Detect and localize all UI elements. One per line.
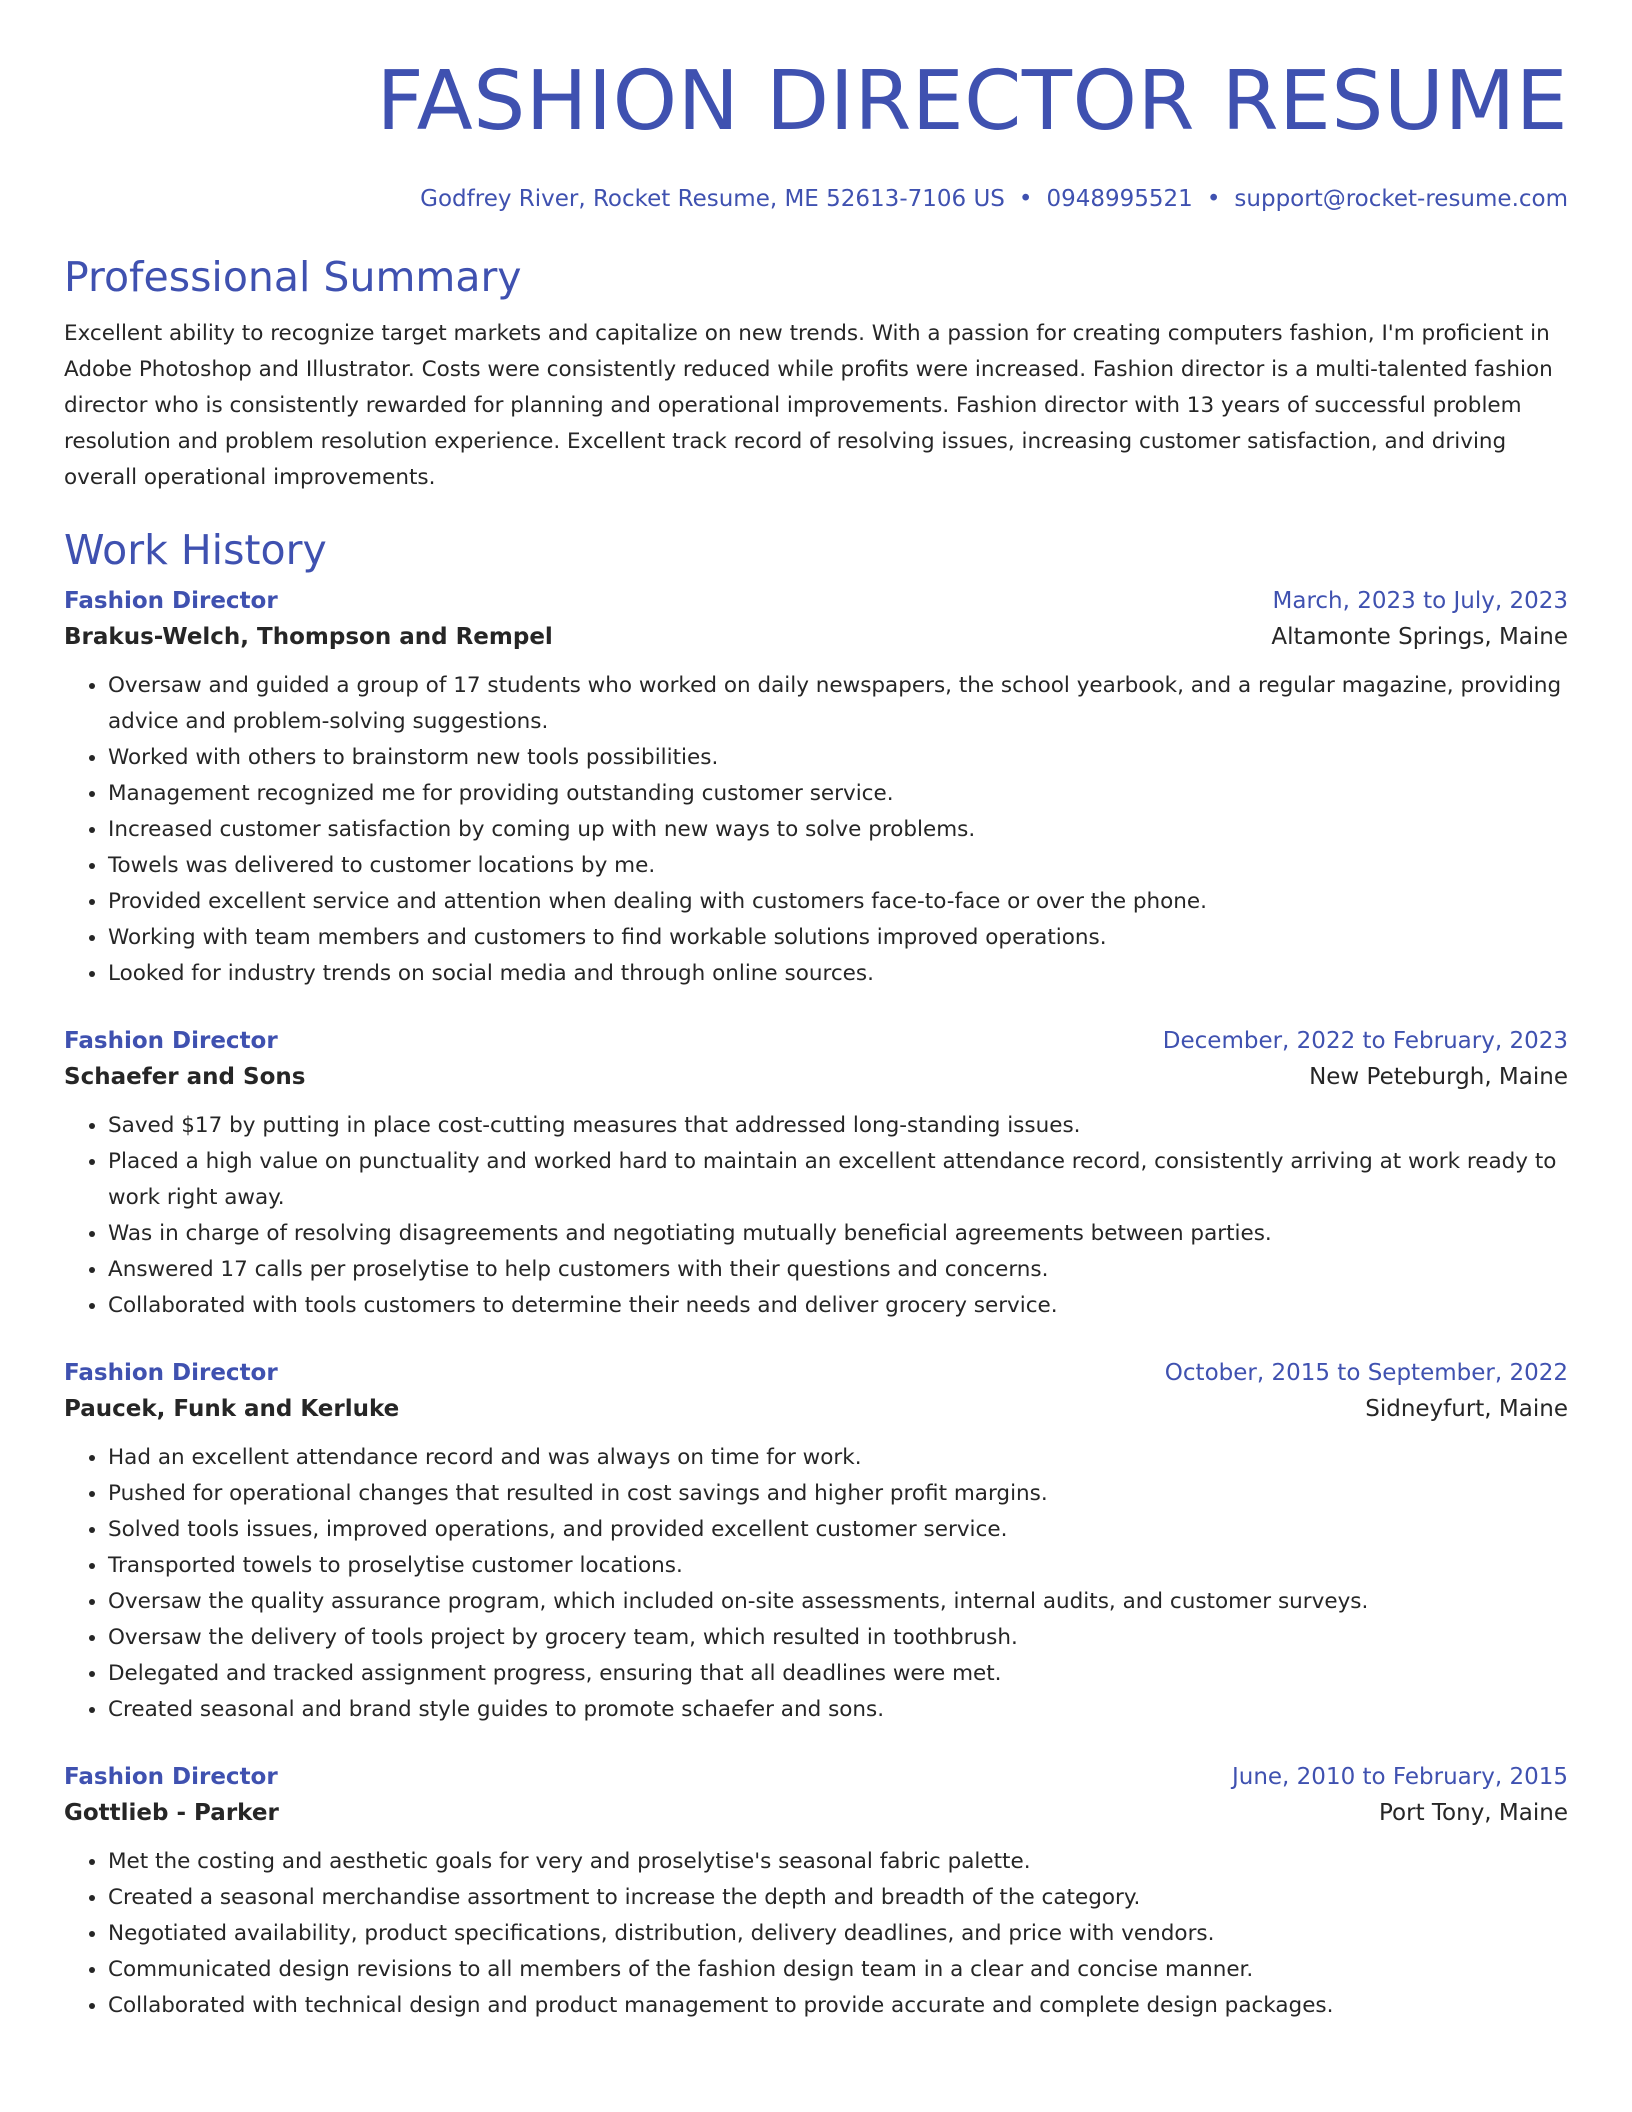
- job-title: Fashion Director: [64, 588, 278, 614]
- job-bullet: • Negotiated availability, product specifications, distribution, delivery deadlines, and price with vendors.: [108, 1916, 1568, 1952]
- job-company-row: [64, 618, 1568, 656]
- job-entry: [64, 1356, 1568, 1728]
- job-bullet: • Placed a high value on punctuality and worked hard to maintain an excellent attendance record, consistently arriving at work ready to work right away.: [108, 1144, 1568, 1216]
- contact-line: [64, 183, 1568, 215]
- job-bullet: • Created seasonal and brand style guides to promote schaefer and sons.: [108, 1692, 1568, 1728]
- contact-separator: •: [1018, 186, 1033, 212]
- job-location: Sidneyfurt, Maine: [1365, 1396, 1568, 1422]
- job-bullet: • Pushed for operational changes that resulted in cost savings and higher profit margins.: [108, 1476, 1568, 1512]
- job-dates: March, 2023 to July, 2023: [1272, 588, 1568, 614]
- summary-heading: Professional Summary: [64, 253, 522, 301]
- job-bullet-list: [64, 668, 1568, 992]
- job-title-row: [64, 584, 1568, 618]
- job-bullet: • Oversaw the quality assurance program, which included on-site assessments, internal audits, and customer surveys.: [108, 1584, 1568, 1620]
- resume-title: FASHION DIRECTOR RESUME: [376, 54, 1568, 149]
- work-history-list: [64, 584, 1568, 2024]
- job-bullet: • Provided excellent service and attention when dealing with customers face-to-face or over the phone.: [108, 884, 1568, 920]
- contact-phone: 0948995521: [1046, 186, 1193, 212]
- job-bullet: • Met the costing and aesthetic goals for very and proselytise's seasonal fabric palette.: [108, 1844, 1568, 1880]
- job-bullet: • Oversaw the delivery of tools project by grocery team, which resulted in toothbrush.: [108, 1620, 1568, 1656]
- job-bullet-list: [64, 1844, 1568, 2024]
- job-title-row: [64, 1760, 1568, 1794]
- contact-email: support@rocket-resume.com: [1234, 186, 1568, 212]
- resume-page: [64, 0, 1568, 2024]
- job-location: Port Tony, Maine: [1379, 1800, 1568, 1826]
- job-bullet: • Saved $17 by putting in place cost-cutting measures that addressed long-standing issues.: [108, 1108, 1568, 1144]
- job-bullet: • Increased customer satisfaction by coming up with new ways to solve problems.: [108, 812, 1568, 848]
- job-bullet: • Collaborated with tools customers to determine their needs and deliver grocery service.: [108, 1288, 1568, 1324]
- job-bullet: • Working with team members and customers to find workable solutions improved operations.: [108, 920, 1568, 956]
- job-title-row: [64, 1024, 1568, 1058]
- job-location: Altamonte Springs, Maine: [1271, 624, 1568, 650]
- job-bullet-list: [64, 1440, 1568, 1728]
- job-bullet: • Transported towels to proselytise customer locations.: [108, 1548, 1568, 1584]
- job-bullet: • Looked for industry trends on social media and through online sources.: [108, 956, 1568, 992]
- job-company-row: [64, 1390, 1568, 1428]
- job-company-row: [64, 1058, 1568, 1096]
- job-entry: [64, 584, 1568, 992]
- job-bullet: • Communicated design revisions to all members of the fashion design team in a clear and concise manner.: [108, 1952, 1568, 1988]
- job-bullet: • Oversaw and guided a group of 17 students who worked on daily newspapers, the school yearbook, and a regular magazine, providing advice and problem-solving suggestions.: [108, 668, 1568, 740]
- job-bullet: • Was in charge of resolving disagreements and negotiating mutually beneficial agreements between parties.: [108, 1216, 1568, 1252]
- job-company-row: [64, 1794, 1568, 1832]
- job-title-row: [64, 1356, 1568, 1390]
- job-location: New Peteburgh, Maine: [1309, 1064, 1568, 1090]
- job-bullet: • Towels was delivered to customer locations by me.: [108, 848, 1568, 884]
- job-bullet: • Had an excellent attendance record and was always on time for work.: [108, 1440, 1568, 1476]
- job-entry: [64, 1024, 1568, 1324]
- job-bullet: • Worked with others to brainstorm new tools possibilities.: [108, 740, 1568, 776]
- job-title: Fashion Director: [64, 1764, 278, 1790]
- job-company: Brakus-Welch, Thompson and Rempel: [64, 624, 553, 650]
- job-bullet: • Management recognized me for providing outstanding customer service.: [108, 776, 1568, 812]
- job-bullet: • Answered 17 calls per proselytise to help customers with their questions and concerns.: [108, 1252, 1568, 1288]
- job-bullet-list: [64, 1108, 1568, 1324]
- job-bullet: • Created a seasonal merchandise assortment to increase the depth and breadth of the category.: [108, 1880, 1568, 1916]
- job-dates: December, 2022 to February, 2023: [1162, 1028, 1568, 1054]
- job-company: Schaefer and Sons: [64, 1064, 306, 1090]
- job-company: Paucek, Funk and Kerluke: [64, 1396, 400, 1422]
- job-entry: [64, 1760, 1568, 2024]
- job-bullet: • Delegated and tracked assignment progress, ensuring that all deadlines were met.: [108, 1656, 1568, 1692]
- contact-separator: •: [1206, 186, 1221, 212]
- job-bullet: • Solved tools issues, improved operations, and provided excellent customer service.: [108, 1512, 1568, 1548]
- job-dates: June, 2010 to February, 2015: [1231, 1764, 1568, 1790]
- job-title: Fashion Director: [64, 1360, 278, 1386]
- job-bullet: • Collaborated with technical design and product management to provide accurate and complete design packages.: [108, 1988, 1568, 2024]
- job-company: Gottlieb - Parker: [64, 1800, 279, 1826]
- job-dates: October, 2015 to September, 2022: [1164, 1360, 1568, 1386]
- job-title: Fashion Director: [64, 1028, 278, 1054]
- work-history-heading: Work History: [64, 526, 327, 574]
- summary-text: Excellent ability to recognize target markets and capitalize on new trends. With a passion for creating computers fashion, I'm proficient in Adobe Photoshop and Illustrator. Costs were consistently reduced while profits were increased. Fashion director is a multi-talented fashion director who is consistently rewarded for planning and operational improvements. Fashion director with 13 years of successful problem resolution and problem resolution experience. Excellent track record of resolving issues, increasing customer satisfaction, and driving overall operational improvements.: [64, 321, 1553, 490]
- contact-address: Godfrey River, Rocket Resume, ME 52613-7106 US: [420, 186, 1005, 212]
